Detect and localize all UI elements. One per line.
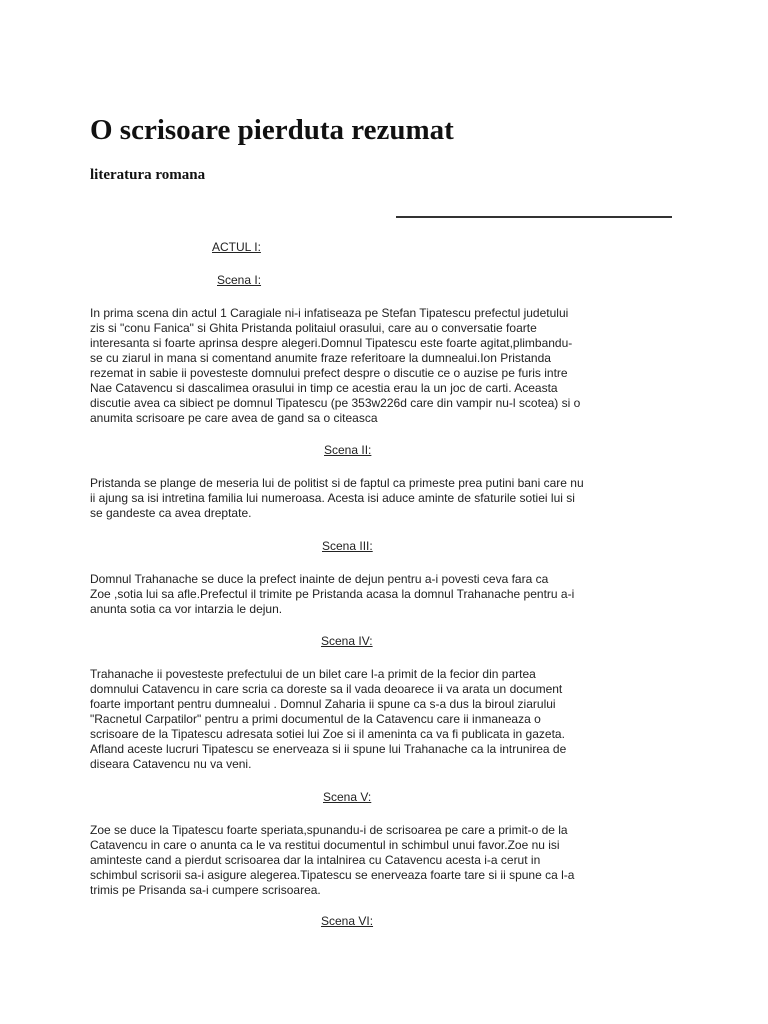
- scene-paragraph: Trahanache ii povesteste prefectului de un bilet care l-a primit de la fecior din partea domnului Catavencu in care scria ca doreste sa il vada deoarece ii va arata un document foarte important pentru dumnealui . Domnul Zaharia ii spune ca s-a dus la biroul ziarului "Racnetul Carpatilor" pentru a primi documentul de la Catavencu care ii inmaneaza o scrisoare de la Tipatescu adresata sotiei lui Zoe si il ameninta ca va fi publicata in gazeta. Afland aceste lucruri Tipatescu se enerveaza si ii spune lui Trahanache ca la intrunirea de diseara Catavencu nu va veni.: [90, 667, 567, 771]
- scene-heading: Scena II:: [324, 443, 372, 457]
- scene-paragraph: Zoe se duce la Tipatescu foarte speriata,spunandu-i de scrisoarea pe care a primit-o de la Catavencu in care o anunta ca le va restitui documentul in schimbul unui favor.Zoe nu isi aminteste cand a pierdut scrisoarea dar la intalnirea cu Catavencu acesta i-a cerut in schimbul scrisorii sa-i asigure alegerea.Tipatescu se enerveaza foarte tare si ii spune ca l-a trimis pe Prisanda sa-i cumpere scrisoarea.: [90, 823, 575, 897]
- scene-paragraph: Domnul Trahanache se duce la prefect inainte de dejun pentru a-i povesti ceva fara ca Zoe ,sotia lui sa afle.Prefectul il trimite pe Pristanda acasa la domnul Trahanache pentru a-i anunta sotia ca vor intarzia le dejun.: [90, 572, 575, 616]
- scene-heading: Scena V:: [323, 790, 372, 804]
- category-subtitle: literatura romana: [90, 167, 206, 183]
- page-title: O scrisoare pierduta rezumat: [90, 114, 454, 146]
- scene-paragraph: Pristanda se plange de meseria lui de politist si de faptul ca primeste prea putini bani care nu ii ajung sa isi intretina familia lui numeroasa. Acesta isi aduce aminte de sfaturile sotiei lui si se gandeste ca avea dreptate.: [90, 476, 584, 520]
- scene-heading: Scena III:: [322, 539, 373, 553]
- scene-heading: Scena I:: [217, 273, 262, 287]
- scene-heading: Scena VI:: [321, 914, 374, 928]
- act-heading: ACTUL I:: [212, 240, 261, 254]
- divider-line: [396, 216, 672, 218]
- scene-paragraph: In prima scena din actul 1 Caragiale ni-i infatiseaza pe Stefan Tipatescu prefectul judetului zis si "conu Fanica" si Ghita Pristanda politaiul orasului, care au o conversatie foarte interesanta si foarte aprinsa despre alegeri.Domnul Tipatescu este foarte agitat,plimbandu- se cu ziarul in mana si comentand anumite fraze referitoare la dumnealui.Ion Pristanda rezemat in sabie ii povesteste domnului prefect despre o discutie ce o auzise pe furis intre Nae Catavencu si dascalimea orasului in timp ce acestia erau la un joc de carti. Aceasta discutie avea ca sibiect pe domnul Tipatescu (pe 353w226d care din vampir nu-l scotea) si o anumita scrisoare pe care avea de gand sa o citeasca: [90, 306, 581, 425]
- scene-heading: Scena IV:: [321, 634, 373, 648]
